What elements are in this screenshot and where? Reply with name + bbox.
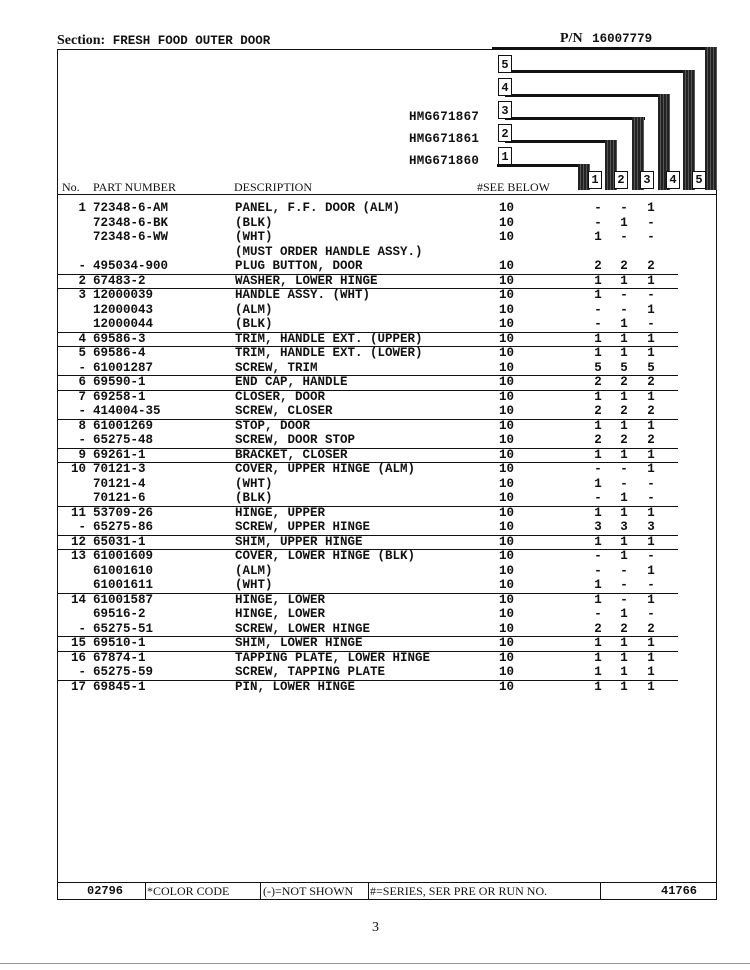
part-number: 61001287 [93, 360, 154, 375]
table-row [58, 317, 678, 333]
table-row [58, 216, 678, 231]
part-description: TAPPING PLATE, LOWER HINGE [235, 650, 431, 665]
quantity-cell: 1 [594, 389, 602, 404]
quantity-cell: 1 [647, 462, 655, 476]
quantity-cell: - [647, 549, 655, 563]
quantity-cell: 1 [620, 346, 628, 360]
quantity-cell: 5 [620, 360, 628, 375]
stair-bar [705, 47, 717, 190]
table-row [58, 564, 678, 579]
item-number: - [78, 621, 86, 636]
quantity-cell: - [647, 288, 655, 302]
item-number: 14 [70, 592, 86, 607]
quantity-cell: - [594, 302, 602, 317]
item-number: 1 [78, 201, 86, 215]
table-row [58, 332, 678, 348]
part-number: 69586-3 [93, 331, 146, 346]
series-code: 10 [499, 607, 515, 621]
part-number: 72348-6-AM [93, 201, 169, 215]
table-row [58, 535, 678, 551]
part-description: (BLK) [235, 491, 273, 505]
quantity-cell: 1 [594, 273, 602, 288]
quantity-cell: 1 [647, 418, 655, 433]
part-number: 12000039 [93, 288, 154, 302]
quantity-cell: 1 [647, 273, 655, 288]
part-number: 69510-1 [93, 636, 146, 650]
series-code: 10 [499, 404, 515, 418]
quantity-cell: 2 [594, 259, 602, 273]
table-row [58, 665, 678, 681]
item-number: 4 [78, 331, 86, 346]
section-title: FRESH FOOD OUTER DOOR [112, 34, 271, 48]
quantity-cell: - [620, 578, 628, 592]
part-number: 61001611 [93, 578, 154, 592]
quantity-cell: 1 [620, 505, 628, 520]
table-row [58, 201, 678, 216]
part-description: (WHT) [235, 578, 273, 592]
series-code: 10 [499, 491, 515, 505]
quantity-cell: - [647, 215, 655, 230]
part-number: 67874-1 [93, 650, 146, 665]
part-number: 65275-51 [93, 621, 154, 636]
quantity-cell: 1 [620, 665, 628, 679]
quantity-cell: - [620, 462, 628, 476]
item-number: - [78, 520, 86, 534]
table-row [58, 477, 678, 492]
part-number-header [560, 31, 652, 47]
part-number: 69258-1 [93, 389, 146, 404]
part-number: 69261-1 [93, 447, 146, 462]
column-number: 2 [614, 171, 628, 189]
quantity-cell: - [647, 476, 655, 491]
part-number: 61001609 [93, 549, 154, 563]
quantity-cell: 1 [647, 346, 655, 360]
series-code: 10 [499, 520, 515, 534]
stair-bar [505, 94, 670, 97]
series-code: 10 [499, 389, 515, 404]
table-row [58, 506, 678, 521]
table-row [58, 274, 678, 290]
series-code: 10 [499, 302, 515, 317]
item-number: 12 [70, 534, 86, 549]
stair-bar [505, 140, 617, 143]
table-row [58, 303, 678, 318]
quantity-cell: - [594, 215, 602, 230]
quantity-cell: - [594, 491, 602, 505]
series-code: 10 [499, 230, 515, 244]
quantity-cell: 2 [620, 621, 628, 636]
quantity-cell: 5 [594, 360, 602, 375]
part-description: CLOSER, DOOR [235, 389, 326, 404]
quantity-cell: 2 [594, 404, 602, 418]
part-number: 69590-1 [93, 375, 146, 389]
part-description: (BLK) [235, 215, 273, 230]
part-description: HINGE, UPPER [235, 505, 326, 520]
series-code: 10 [499, 331, 515, 346]
part-description: HANDLE ASSY. (WHT) [235, 288, 371, 302]
footer-separator [145, 882, 146, 900]
quantity-cell: 1 [594, 447, 602, 462]
part-number: 65031-1 [93, 534, 146, 549]
page-bottom-rule [0, 963, 750, 964]
part-description: COVER, UPPER HINGE (ALM) [235, 462, 416, 476]
part-description: STOP, DOOR [235, 418, 311, 433]
column-header-part-number: PART NUMBER [93, 180, 176, 194]
quantity-cell: 1 [647, 201, 655, 215]
quantity-cell: 2 [647, 259, 655, 273]
item-number: - [78, 404, 86, 418]
quantity-cell: 1 [594, 418, 602, 433]
model-number: HMG671861 [409, 132, 480, 146]
item-number: - [78, 360, 86, 375]
table-row [58, 607, 678, 622]
series-code: 10 [499, 578, 515, 592]
stair-bar [505, 117, 645, 120]
quantity-cell: 2 [594, 375, 602, 389]
quantity-cell: 2 [620, 404, 628, 418]
quantity-cell: 1 [594, 230, 602, 244]
model-number: HMG671867 [409, 110, 480, 124]
part-description: PIN, LOWER HINGE [235, 679, 356, 694]
quantity-cell: 1 [620, 679, 628, 694]
quantity-cell: 1 [647, 636, 655, 650]
quantity-cell: 1 [620, 215, 628, 230]
part-number: 72348-6-BK [93, 215, 169, 230]
quantity-cell: 1 [620, 491, 628, 505]
item-number: 17 [70, 679, 86, 694]
part-description: PLUG BUTTON, DOOR [235, 259, 363, 273]
quantity-cell: 1 [594, 650, 602, 665]
column-header-description: DESCRIPTION [234, 180, 313, 194]
column-number: 5 [692, 171, 706, 189]
series-code: 10 [499, 679, 515, 694]
part-number: 12000043 [93, 302, 154, 317]
quantity-cell: 1 [647, 505, 655, 520]
table-row [58, 491, 678, 507]
quantity-cell: - [647, 578, 655, 592]
row-number-box: 5 [498, 55, 512, 73]
part-number: 70121-3 [93, 462, 146, 476]
part-number: 72348-6-WW [93, 230, 169, 244]
footer-separator [368, 882, 369, 900]
quantity-cell: 2 [594, 621, 602, 636]
quantity-cell: 1 [647, 331, 655, 346]
column-number: 4 [666, 171, 680, 189]
series-code: 10 [499, 665, 515, 679]
series-code: 10 [499, 563, 515, 578]
quantity-cell: - [594, 563, 602, 578]
series-code: 10 [499, 592, 515, 607]
part-description: SCREW, CLOSER [235, 404, 333, 418]
part-number: 65275-48 [93, 433, 154, 447]
column-number: 3 [640, 171, 654, 189]
pn-value: 16007779 [592, 32, 653, 46]
item-number: 13 [70, 549, 86, 563]
quantity-cell: 2 [620, 433, 628, 447]
series-code: 10 [499, 375, 515, 389]
quantity-cell: - [647, 607, 655, 621]
series-code: 10 [499, 360, 515, 375]
part-description: TRIM, HANDLE EXT. (UPPER) [235, 331, 423, 346]
item-number: 3 [78, 288, 86, 302]
quantity-cell: 2 [620, 375, 628, 389]
table-row [58, 651, 678, 666]
table-row [58, 448, 678, 464]
part-description: TRIM, HANDLE EXT. (LOWER) [235, 346, 423, 360]
column-header-see-below: #SEE BELOW [477, 180, 550, 194]
section-label-text: Section: [57, 33, 106, 48]
table-row [58, 593, 678, 608]
table-row [58, 419, 678, 434]
quantity-cell: 1 [620, 331, 628, 346]
series-code: 10 [499, 534, 515, 549]
quantity-cell: 3 [647, 520, 655, 534]
part-description: SHIM, LOWER HINGE [235, 636, 363, 650]
item-number: 10 [70, 462, 86, 476]
part-number: 69586-4 [93, 346, 146, 360]
part-description: SCREW, TAPPING PLATE [235, 665, 386, 679]
row-number-box: 4 [498, 78, 512, 96]
table-row [58, 622, 678, 638]
part-description: HINGE, LOWER [235, 607, 326, 621]
series-code: 10 [499, 215, 515, 230]
table-row [58, 462, 678, 477]
pn-label: P/N [560, 31, 583, 46]
part-description: BRACKET, CLOSER [235, 447, 348, 462]
table-row [58, 680, 678, 695]
color-code-legend: *COLOR CODE [147, 884, 230, 898]
series-code: 10 [499, 433, 515, 447]
table-row [58, 245, 678, 260]
series-code: 10 [499, 418, 515, 433]
quantity-cell: 2 [647, 621, 655, 636]
item-number: 5 [78, 346, 86, 360]
stair-bar [492, 47, 717, 50]
document-number: 41766 [661, 884, 698, 898]
item-number: - [78, 665, 86, 679]
quantity-cell: 1 [594, 534, 602, 549]
part-number: 65275-86 [93, 520, 154, 534]
quantity-cell: 1 [647, 592, 655, 607]
row-number-box: 2 [498, 124, 512, 142]
quantity-cell: - [620, 476, 628, 491]
part-number: 65275-59 [93, 665, 154, 679]
quantity-cell: 1 [647, 563, 655, 578]
quantity-cell: 1 [594, 665, 602, 679]
series-code: 10 [499, 621, 515, 636]
item-number: 16 [70, 650, 86, 665]
footer-bar [57, 882, 717, 900]
table-row [58, 549, 678, 564]
part-number: 67483-2 [93, 273, 146, 288]
quantity-cell: - [594, 549, 602, 563]
quantity-cell: 1 [620, 549, 628, 563]
series-code: 10 [499, 447, 515, 462]
model-number: HMG671860 [409, 154, 480, 168]
part-number: 61001587 [93, 592, 154, 607]
quantity-cell: 1 [647, 302, 655, 317]
table-row [58, 390, 678, 405]
item-number: - [78, 433, 86, 447]
table-row [58, 288, 678, 303]
item-number: 6 [78, 375, 86, 389]
quantity-cell: - [594, 607, 602, 621]
quantity-cell: 1 [594, 346, 602, 360]
part-number: 69516-2 [93, 607, 146, 621]
table-row [58, 636, 678, 652]
table-row [58, 433, 678, 449]
quantity-cell: 2 [647, 404, 655, 418]
quantity-cell: 1 [647, 447, 655, 462]
quantity-cell: 1 [620, 418, 628, 433]
part-description: SCREW, UPPER HINGE [235, 520, 371, 534]
footer-separator [600, 882, 601, 900]
column-header-no: No. [62, 180, 80, 194]
quantity-cell: 1 [620, 636, 628, 650]
quantity-cell: 1 [594, 592, 602, 607]
quantity-cell: - [647, 230, 655, 244]
quantity-cell: 1 [594, 636, 602, 650]
quantity-cell: 1 [620, 650, 628, 665]
series-code: 10 [499, 462, 515, 476]
quantity-cell: 2 [594, 433, 602, 447]
quantity-cell: 3 [594, 520, 602, 534]
quantity-cell: 1 [620, 389, 628, 404]
quantity-cell: 1 [620, 317, 628, 331]
item-number: 15 [70, 636, 86, 650]
row-number-box: 1 [498, 147, 512, 165]
part-number: 12000044 [93, 317, 154, 331]
part-description: (BLK) [235, 317, 273, 331]
part-number: 495034-900 [93, 259, 169, 273]
quantity-cell: - [620, 230, 628, 244]
quantity-cell: 2 [647, 433, 655, 447]
table-row [58, 361, 678, 377]
table-row [58, 404, 678, 420]
quantity-cell: 1 [594, 679, 602, 694]
quantity-cell: 1 [594, 578, 602, 592]
table-row [58, 259, 678, 275]
quantity-cell: 1 [594, 505, 602, 520]
quantity-cell: - [647, 491, 655, 505]
part-number: 70121-4 [93, 476, 146, 491]
part-description: END CAP, HANDLE [235, 375, 348, 389]
quantity-cell: 1 [594, 288, 602, 302]
part-number: 69845-1 [93, 679, 146, 694]
header-divider [57, 194, 717, 195]
date-code: 02796 [87, 884, 124, 898]
part-description: (ALM) [235, 302, 273, 317]
quantity-cell: - [594, 462, 602, 476]
series-code: 10 [499, 549, 515, 563]
series-code: 10 [499, 259, 515, 273]
quantity-cell: 3 [620, 520, 628, 534]
quantity-cell: 2 [620, 259, 628, 273]
part-number: 61001610 [93, 563, 154, 578]
table-row [58, 346, 678, 361]
quantity-cell: - [620, 563, 628, 578]
series-code: 10 [499, 505, 515, 520]
part-description: WASHER, LOWER HINGE [235, 273, 378, 288]
quantity-cell: 1 [647, 679, 655, 694]
part-description: COVER, LOWER HINGE (BLK) [235, 549, 416, 563]
part-description: SCREW, LOWER HINGE [235, 621, 371, 636]
quantity-cell: - [620, 302, 628, 317]
item-number: - [78, 259, 86, 273]
quantity-cell: 1 [594, 331, 602, 346]
part-description: (WHT) [235, 230, 273, 244]
series-code: 10 [499, 317, 515, 331]
not-shown-legend: (-)=NOT SHOWN [263, 884, 354, 898]
series-code: 10 [499, 201, 515, 215]
part-description: (MUST ORDER HANDLE ASSY.) [235, 244, 423, 259]
page-number: 3 [372, 920, 379, 935]
series-code: 10 [499, 346, 515, 360]
part-number: 414004-35 [93, 404, 161, 418]
part-description: (ALM) [235, 563, 273, 578]
footer-separator [260, 882, 261, 900]
quantity-cell: 1 [620, 607, 628, 621]
series-code: 10 [499, 273, 515, 288]
part-description: SHIM, UPPER HINGE [235, 534, 363, 549]
part-description: SCREW, TRIM [235, 360, 318, 375]
part-description: SCREW, DOOR STOP [235, 433, 356, 447]
series-legend: #=SERIES, SER PRE OR RUN NO. [370, 884, 548, 898]
quantity-cell: - [594, 317, 602, 331]
quantity-cell: 1 [594, 476, 602, 491]
table-row [58, 520, 678, 536]
quantity-cell: 1 [647, 650, 655, 665]
item-number: 11 [70, 505, 86, 520]
part-number: 70121-6 [93, 491, 146, 505]
quantity-cell: - [620, 201, 628, 215]
series-code: 10 [499, 288, 515, 302]
item-number: 8 [78, 418, 86, 433]
part-description: (WHT) [235, 476, 273, 491]
quantity-cell: - [620, 288, 628, 302]
quantity-cell: 2 [647, 375, 655, 389]
quantity-cell: 1 [620, 534, 628, 549]
quantity-cell: 1 [647, 665, 655, 679]
stair-bar [505, 70, 695, 73]
item-number: 7 [78, 389, 86, 404]
quantity-cell: - [620, 592, 628, 607]
quantity-cell: 1 [620, 273, 628, 288]
column-number: 1 [588, 171, 602, 189]
series-code: 10 [499, 650, 515, 665]
part-description: PANEL, F.F. DOOR (ALM) [235, 201, 401, 215]
quantity-cell: 1 [620, 447, 628, 462]
table-row [58, 578, 678, 594]
part-description: HINGE, LOWER [235, 592, 326, 607]
row-number-box: 3 [498, 101, 512, 119]
quantity-cell: - [647, 317, 655, 331]
quantity-cell: 1 [647, 389, 655, 404]
table-row [58, 375, 678, 391]
item-number: 2 [78, 273, 86, 288]
quantity-cell: - [594, 201, 602, 215]
series-code: 10 [499, 636, 515, 650]
section-label [57, 33, 270, 49]
quantity-cell: 5 [647, 360, 655, 375]
quantity-cell: 1 [647, 534, 655, 549]
series-code: 10 [499, 476, 515, 491]
table-row [58, 230, 678, 245]
part-number: 53709-26 [93, 505, 154, 520]
part-number: 61001269 [93, 418, 154, 433]
item-number: 9 [78, 447, 86, 462]
